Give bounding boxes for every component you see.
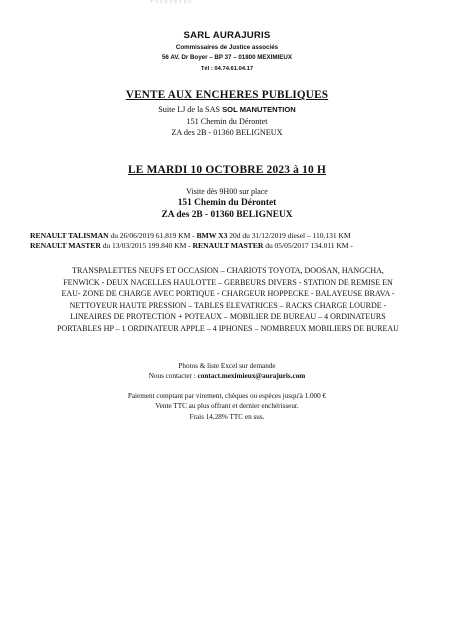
sale-date: LE MARDI 10 OCTOBRE 2023 à 10 H bbox=[127, 164, 327, 176]
firm-role: Commissaires de Justice associés bbox=[175, 44, 279, 51]
liquidation-prefix: Suite LJ de la SAS bbox=[158, 105, 223, 114]
equipment-list bbox=[26, 265, 430, 334]
payment-terms bbox=[0, 391, 454, 422]
vehicle-name: BMW X3 bbox=[196, 231, 228, 240]
vehicle-detail: du 05/05/2017 134.011 KM - bbox=[263, 241, 353, 251]
liquidation-street: 151 Chemin du Dérontet bbox=[186, 116, 268, 126]
firm-telephone: Tél : 04.74.61.04.17 bbox=[200, 66, 254, 72]
vehicle-name: RENAULT TALISMAN bbox=[30, 231, 109, 240]
liquidation-company: SOL MANUTENTION bbox=[222, 105, 296, 114]
contact-prefix: Nous contacter : bbox=[148, 372, 198, 381]
vehicle-detail: du 13/03/2015 199.840 KM - bbox=[100, 241, 193, 251]
visit-info: Visite dès 9H00 sur place bbox=[186, 187, 268, 196]
vehicle-line bbox=[30, 241, 430, 251]
equipment-line: TRANSPALETTES NEUFS ET OCCASION – CHARIOTS TOYOTA, DOOSAN, HANGCHA, bbox=[72, 266, 384, 275]
payment-line: Vente TTC au plus offrant et dernier enchérisseur. bbox=[155, 402, 299, 411]
vehicle-name: RENAULT MASTER bbox=[30, 241, 101, 251]
photos-note: Photos & liste Excel sur demande bbox=[178, 362, 276, 370]
vehicle-list bbox=[30, 231, 430, 251]
sale-place-street: 151 Chemin du Dérontet bbox=[177, 198, 277, 208]
vehicle-line bbox=[30, 231, 430, 241]
firm-header bbox=[0, 30, 454, 72]
vehicle-detail: 20d du 31/12/2019 diesel – 110.131 KM bbox=[227, 231, 351, 240]
contact-line bbox=[0, 371, 454, 381]
firm-name: SARL AURAJURIS bbox=[183, 30, 271, 41]
equipment-line: EAU- ZONE DE CHARGE AVEC PORTIQUE - CHARGEUR HOPPECKE - BALAYEUSE BRAVA - bbox=[61, 289, 395, 298]
sale-place-zone: ZA des 2B - 01360 BELIGNEUX bbox=[161, 210, 293, 220]
vehicle-name: RENAULT MASTER bbox=[192, 241, 264, 251]
vehicle-detail: du 26/06/2019 61.819 KM - bbox=[108, 231, 197, 240]
equipment-line: FENWICK - DEUX NACELLES HAULOTTE – GERBEURS DIVERS - STATION DE REMISE EN bbox=[63, 277, 393, 287]
contact-email: contact.meximieux@aurajuris.com bbox=[197, 372, 306, 381]
payment-line: Frais 14,28% TTC en sus. bbox=[189, 412, 265, 421]
equipment-line: NETTOYEUR HAUTE PRESSION – TABLES ELEVATRICES – RACKS CHARGE LOURDE - bbox=[69, 300, 387, 310]
liquidation-info bbox=[0, 104, 454, 139]
sale-title: VENTE AUX ENCHERES PUBLIQUES bbox=[125, 89, 329, 101]
liquidation-line bbox=[0, 104, 454, 116]
payment-line: Paiement comptant par virement, chèques ou espèces jusqu'à 1.000 € bbox=[127, 392, 327, 400]
scan-artifact: T' E E E E E E E E bbox=[150, 0, 192, 3]
equipment-line: LINEAIRES DE PROTECTION + POTEAUX – MOBILIER DE BUREAU – 4 ORDINATEURS bbox=[70, 312, 386, 321]
equipment-line: PORTABLES HP – 1 ORDINATEUR APPLE – 4 IPHONES – NOMBREUX MOBILIERS DE BUREAU bbox=[57, 323, 399, 333]
firm-address: 56 AV. Dr Boyer – BP 37 – 01800 MEXIMIEUX bbox=[161, 54, 292, 61]
liquidation-zone: ZA des 2B - 01360 BELIGNEUX bbox=[171, 128, 283, 138]
contact-info bbox=[0, 361, 454, 382]
